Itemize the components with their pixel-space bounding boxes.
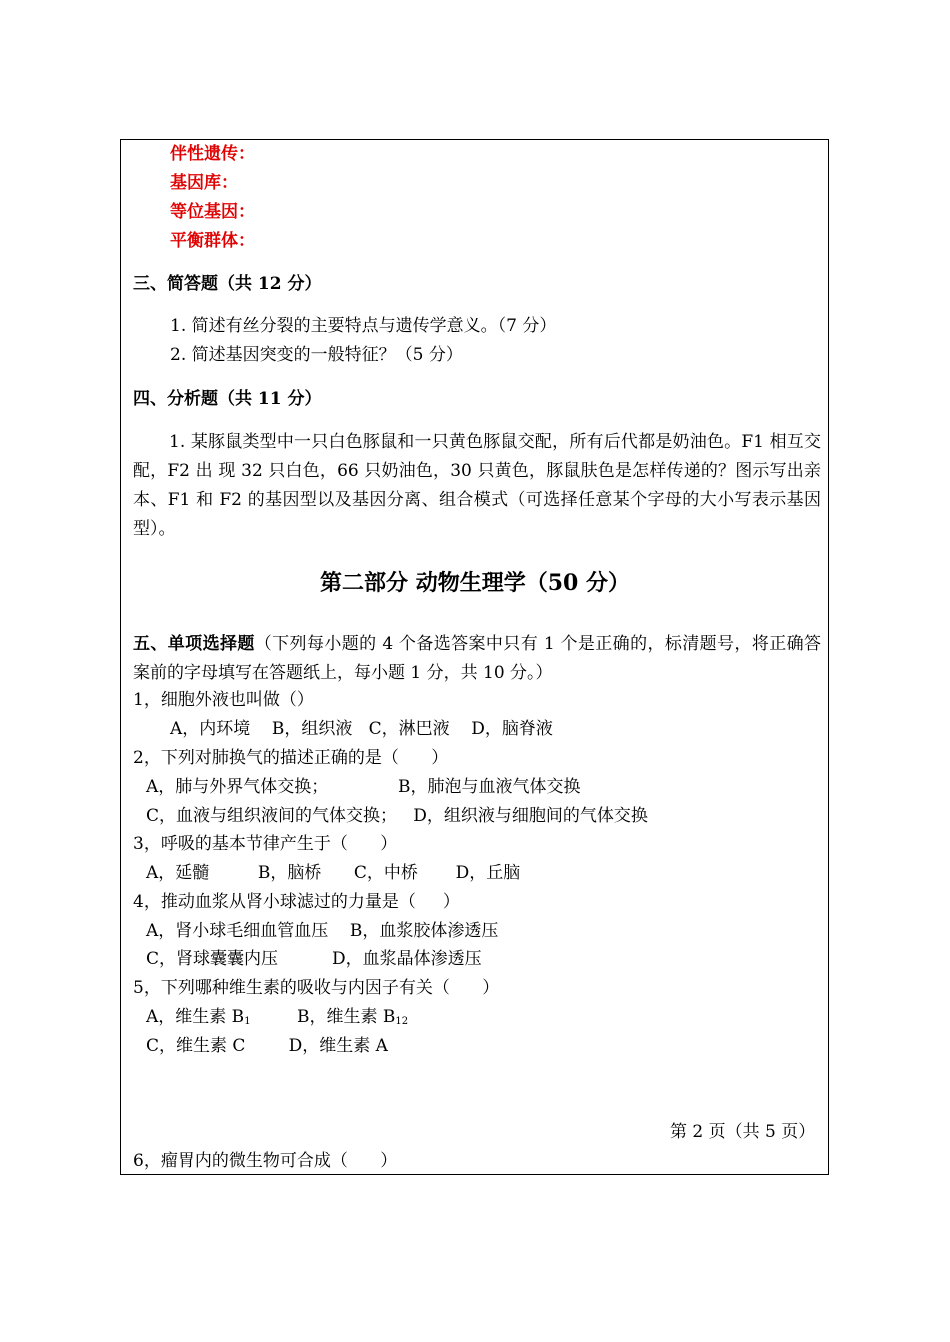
section5-heading-rest: （下列每小题的 4 个备选答案中只有 1 个是正确的，标清题号，将正确答案前的字母填写在答题纸上，每小题 1 分，共 10 分。） [133,634,822,683]
page-footer: 第 2 页（共 5 页） [670,1122,816,1142]
section3-item-1: 1. 简述有丝分裂的主要特点与遗传学意义。（7 分） [170,316,557,336]
term-2: 基因库： [170,173,238,193]
part2-title: 第二部分 动物生理学（50 分） [320,570,630,596]
question-5-option-b [297,1006,408,1033]
section3-heading: 三、简答题（共 12 分） [133,274,322,294]
section4-heading: 四、分析题（共 11 分） [133,389,322,409]
question-1-options: A，内环境 B，组织液 C，淋巴液 D，脑脊液 [170,719,553,739]
question-5: 5，下列哪种维生素的吸收与内因子有关（ ） [133,978,500,998]
term-4: 平衡群体： [170,231,255,251]
question-2-options-cd: C，血液与组织液间的气体交换； D，组织液与细胞间的气体交换 [146,806,648,826]
section3-item-2: 2. 简述基因突变的一般特征？（5 分） [170,345,463,365]
question-5-option-a [146,1006,251,1033]
question-6: 6，瘤胃内的微生物可合成（ ） [133,1151,398,1171]
section5-heading [133,630,821,688]
section5-heading-bold: 五、单项选择题 [133,634,255,654]
question-1: 1，细胞外液也叫做（） [133,690,314,710]
question-5-option-b-text: B，维生素 B [297,1007,396,1027]
question-5-option-b-subscript: 12 [395,1016,409,1027]
term-3: 等位基因： [170,202,255,222]
question-5-option-a-subscript: 1 [244,1016,251,1027]
question-2: 2，下列对肺换气的描述正确的是（ ） [133,748,449,768]
question-5-option-a-text: A，维生素 B [146,1007,245,1027]
question-2-option-b: B，肺泡与血液气体交换 [398,777,581,797]
question-4-options-cd: C，肾球囊囊内压 D，血浆晶体渗透压 [146,949,482,969]
term-1: 伴性遗传： [170,144,255,164]
question-3: 3，呼吸的基本节律产生于（ ） [133,834,398,854]
question-4: 4，推动血浆从肾小球滤过的力量是（ ） [133,892,460,912]
question-4-options-ab: A，肾小球毛细血管血压 B，血浆胶体渗透压 [146,921,499,941]
section4-body: 1. 某豚鼠类型中一只白色豚鼠和一只黄色豚鼠交配，所有后代都是奶油色。F1 相互交配，F2 出 现 32 只白色，66 只奶油色，30 只黄色，豚鼠肤色是怎样传递的？图示写出亲本、F1 和 F2 的基因型以及基因分离、组合模式（可选择任意某个字母的大小写表示基因型）。 [133,432,821,539]
question-2-option-a: A，肺与外界气体交换； [146,777,329,797]
question-3-options: A，延髓 B，脑桥 C，中桥 D，丘脑 [146,863,521,883]
question-5-options-cd: C，维生素 C D，维生素 A [146,1036,388,1056]
